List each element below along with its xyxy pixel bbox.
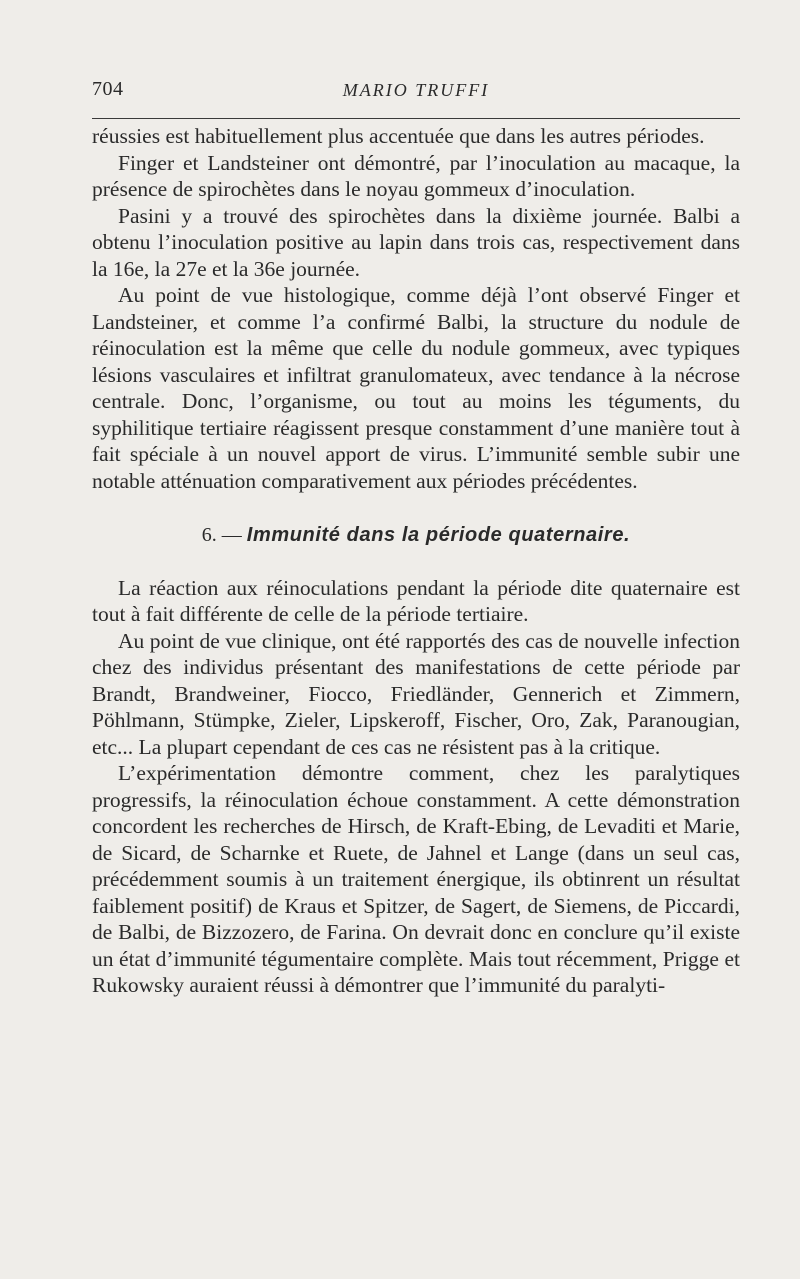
paragraph: Au point de vue clinique, ont été rapportés des cas de nouvelle infection chez des individus présentant des manifestations de cette période par Brandt, Brandweiner, Fiocco, Friedländer, Gennerich et Zimmern, Pöhlmann, Stümpke, Zieler, Lipskeroff, Fischer, Oro, Zak, Paranougian, etc... La plupart cependant de ces cas ne résistent pas à la critique.	[92, 628, 740, 759]
paragraph: L’expérimentation démontre comment, chez les paralytiques progressifs, la réinoculation échoue constamment. A cette démonstration concordent les recherches de Hirsch, de Kraft-Ebing, de Levaditi et Marie, de Sicard, de Scharnke et Ruete, de Jahnel et Lange (dans un seul cas, précédemment soumis à un traitement énergique, ils obtinrent un résultat faiblement positif) de Kraus et Spitzer, de Sagert, de Siemens, de Piccardi, de Balbi, de Bizzozero, de Farina. On devrait donc en conclure qu’il existe un état d’immunité tégumentaire complète. Mais tout récemment, Prigge et Rukowsky auraient réussi à démontrer que l’immunité du paralyti-	[92, 761, 740, 997]
paragraph: Au point de vue histologique, comme déjà l’ont observé Finger et Landsteiner, et comme l’a confirmé Balbi, la structure du nodule de réinoculation est la même que celle du nodule gommeux, avec typiques lésions vasculaires et infiltrat granulomateux, avec tendance à la nécrose centrale. Donc, l’organisme, ou tout au moins les téguments, du syphilitique tertiaire réagissent presque constamment d’une manière tout à fait spéciale à un nouvel apport de virus. L’immunité semble subir une notable atténuation comparativement aux périodes précédentes.	[92, 283, 740, 493]
section-number: 6. —	[201, 524, 242, 546]
section-title: Immunité dans la période quaternaire.	[246, 524, 631, 546]
paragraph: Pasini y a trouvé des spirochètes dans la dixième journée. Balbi a obtenu l’inoculation positive au lapin dans trois cas, respectivement dans la 16e, la 27e et la 36e journée.	[92, 203, 740, 281]
page-number: 704	[92, 78, 124, 100]
paragraph: La réaction aux réinoculations pendant la période dite quaternaire est tout à fait différente de celle de la période tertiaire.	[92, 575, 740, 626]
section-heading	[92, 522, 740, 549]
paragraph: réussies est habituellement plus accentuée que dans les autres périodes.	[92, 124, 705, 148]
paragraph: Finger et Landsteiner ont démontré, par l’inoculation au macaque, la présence de spirochètes dans le noyau gommeux d’inoculation.	[92, 150, 740, 201]
header-rule	[92, 118, 740, 119]
body-text	[92, 123, 740, 999]
running-head: MARIO TRUFFI	[342, 80, 490, 100]
page-header	[92, 78, 740, 108]
